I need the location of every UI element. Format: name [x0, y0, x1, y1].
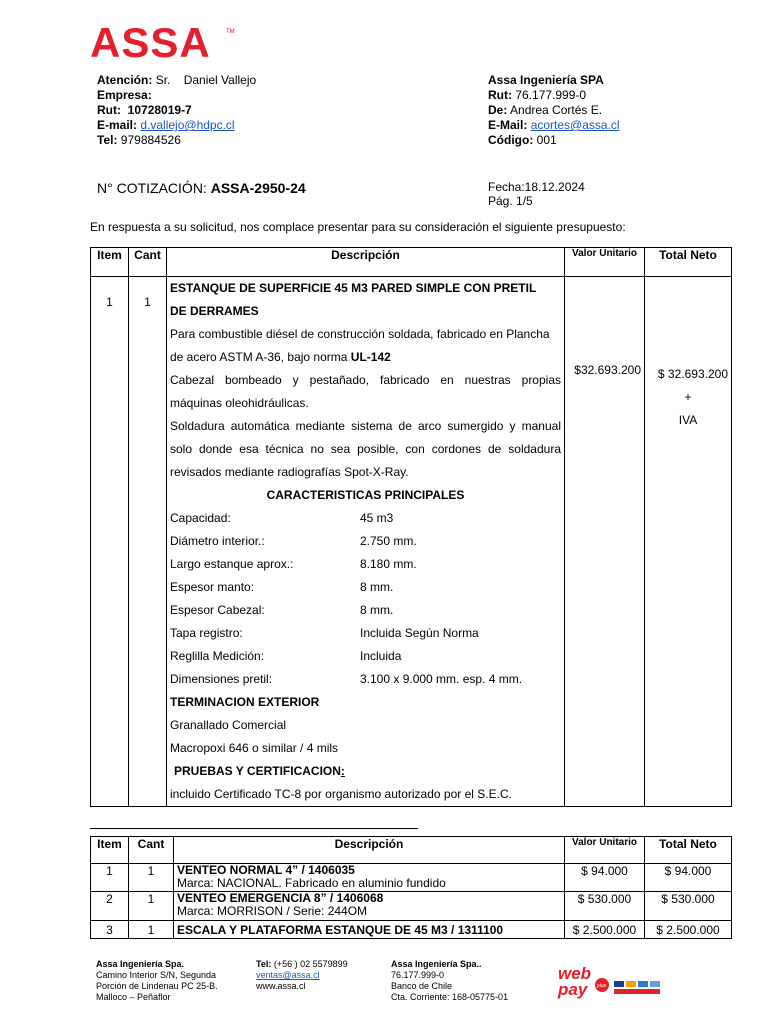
atencion-value: Sr. Daniel Vallejo [155, 73, 257, 87]
trademark-mark: TM [226, 29, 235, 35]
webpay-pay-text: pay [558, 980, 588, 999]
spec-row [170, 599, 561, 622]
spec-label: Dimensiones pretil: [170, 672, 273, 686]
footer-bank [391, 959, 508, 1003]
pruebas-title-text: PRUEBAS Y CERTIFICACION [174, 764, 341, 778]
main-item-cant: 1 [129, 277, 167, 807]
spec-row [170, 645, 561, 668]
desc-p1b-bold: UL-142 [350, 350, 391, 364]
assa-logo: ASSA [90, 19, 211, 66]
terminacion-1: Granallado Comercial [170, 718, 287, 732]
desc-p1a: Para combustible diésel de construcción soldada, fabricado en Plancha [170, 327, 550, 341]
quote-label: N° COTIZACIÓN: [97, 180, 207, 196]
table-row [91, 892, 732, 921]
footer-company: Assa Ingeniería Spa. [96, 959, 185, 969]
header-valor: Valor Unitario [565, 837, 645, 864]
desc-p2a: Cabezal bombeado y pestañado, fabricado en nuestras propias [170, 373, 561, 387]
table-row [91, 921, 732, 939]
row-description [174, 864, 565, 892]
quote-number-value: ASSA-2950-24 [210, 180, 306, 196]
terminacion-2: Macropoxi 646 o similar / 4 mils [170, 741, 339, 755]
row-valor: $ 94.000 [565, 864, 645, 892]
footer-contact [256, 959, 348, 992]
webpay-logo-graphic [556, 963, 686, 999]
redcompra-bar [614, 989, 660, 994]
header-valor: Valor Unitario [565, 248, 645, 277]
atencion-label: Atención: [97, 73, 153, 87]
spec-row [170, 530, 561, 553]
footer-bank-company: Assa Ingeniería Spa.. [391, 959, 482, 969]
header-item: Item [91, 248, 129, 277]
main-item-description [167, 277, 565, 807]
rut-label: Rut: [97, 103, 121, 117]
de-label: De: [488, 103, 508, 117]
separator-line [90, 828, 418, 829]
table-row [91, 864, 732, 892]
main-quote-table [90, 247, 732, 807]
client-info [97, 73, 256, 148]
pruebas-title [170, 760, 561, 783]
header-cant: Cant [129, 837, 174, 864]
tel-label: Tel: [97, 133, 118, 147]
footer-address-2: Porción de Lindenau PC 25-B. [96, 981, 218, 991]
row-total: $ 2.500.000 [645, 921, 732, 939]
footer-tel-label: Tel: [256, 959, 272, 969]
footer-bank-name: Banco de Chile [391, 981, 453, 991]
header-cant: Cant [129, 248, 167, 277]
codigo-label: Código: [488, 133, 534, 147]
row-cant: 1 [129, 921, 174, 939]
row-sub: Marca: MORRISON / Serie: 244OM [177, 904, 368, 918]
row-total: $ 94.000 [645, 864, 732, 892]
client-email-link[interactable]: d.vallejo@hdpc.cl [140, 118, 235, 132]
row-total: $ 530.000 [645, 892, 732, 921]
webpay-logo [556, 963, 686, 999]
footer-address-1: Camino Interior S/N, Segunda [96, 970, 217, 980]
footer-bank-account: Cta. Corriente: 168-05775-01 [391, 992, 509, 1002]
row-description [174, 892, 565, 921]
spec-label: Diámetro interior.: [170, 534, 265, 548]
spec-label: Capacidad: [170, 511, 231, 525]
header-total: Total Neto [645, 248, 732, 277]
header-descripcion: Descripción [174, 837, 565, 864]
spec-row [170, 553, 561, 576]
main-item-number: 1 [91, 277, 129, 807]
company-info [488, 73, 620, 148]
row-cant: 1 [129, 864, 174, 892]
spec-row [170, 576, 561, 599]
desc-p1b-text: de acero ASTM A-36, bajo norma [170, 350, 348, 364]
row-valor: $ 530.000 [565, 892, 645, 921]
main-item-plus: + [684, 390, 692, 404]
spec-label: Espesor Cabezal: [170, 603, 265, 617]
desc-p2b: máquinas oleohidráulicas. [170, 396, 309, 410]
footer-web-link[interactable]: www.assa.cl [256, 981, 306, 991]
pruebas-1: incluido Certificado TC-8 por organismo autorizado por el S.E.C. [170, 787, 512, 801]
spec-value: 8 mm. [360, 580, 394, 594]
header-descripcion: Descripción [167, 248, 565, 277]
row-cant: 1 [129, 892, 174, 921]
company-rut-label: Rut: [488, 88, 512, 102]
footer-tel-value: (+56 ) 02 5579899 [273, 959, 348, 969]
caract-title: CARACTERISTICAS PRINCIPALES [266, 488, 465, 502]
main-item-valor: $32.693.200 [565, 277, 645, 807]
main-item-total: $ 32.693.200 [657, 367, 728, 381]
desc-p1b [170, 346, 561, 369]
main-item-total-cell [645, 277, 732, 807]
pruebas-colon: : [340, 764, 345, 778]
terminacion-title: TERMINACION EXTERIOR [170, 695, 320, 709]
tel-value: 979884526 [120, 133, 181, 147]
card-icon [638, 981, 648, 987]
company-email-link[interactable]: acortes@assa.cl [530, 118, 620, 132]
spec-label: Tapa registro: [170, 626, 243, 640]
header-item: Item [91, 837, 129, 864]
header-total: Total Neto [645, 837, 732, 864]
spec-value: 3.100 x 9.000 mm. esp. 4 mm. [360, 672, 523, 686]
spec-value: 2.750 mm. [360, 534, 417, 548]
card-icon [614, 981, 624, 987]
desc-p3b: solo donde esa técnica no sea posible, con cordones de soldadura [170, 442, 561, 456]
webpay-plus-text: plus [597, 983, 607, 989]
company-name: Assa Ingeniería SPA [488, 73, 604, 87]
row-item: 1 [91, 864, 129, 892]
footer-address-3: Malloco – Peñaflor [96, 992, 171, 1002]
footer-address [96, 959, 218, 1003]
footer-bank-rut: 76.177.999-0 [391, 970, 445, 980]
spec-value: Incluida [360, 649, 402, 663]
spec-value: 45 m3 [360, 511, 394, 525]
spec-row [170, 622, 561, 645]
row-title: VENTEO EMERGENCIA 8” / 1406068 [177, 891, 384, 905]
spec-label: Largo estanque aprox.: [170, 557, 294, 571]
footer-email-link[interactable]: ventas@assa.cl [256, 970, 320, 980]
spec-label: Reglilla Medición: [170, 649, 265, 663]
card-icon [650, 981, 660, 987]
company-email-label: E-Mail: [488, 118, 528, 132]
email-label: E-mail: [97, 118, 138, 132]
page-number: Pág. 1/5 [488, 194, 533, 208]
spec-value: 8.180 mm. [360, 557, 417, 571]
row-title: VENTEO NORMAL 4” / 1406035 [177, 863, 355, 877]
row-sub: Marca: NACIONAL. Fabricado en aluminio fundido [177, 876, 446, 890]
de-value: Andrea Cortés E. [510, 103, 603, 117]
accessories-table [90, 836, 732, 939]
spec-row [170, 668, 561, 691]
spec-row [170, 507, 561, 530]
intro-text: En respuesta a su solicitud, nos complace presentar para su consideración el siguiente presupuesto: [90, 220, 626, 234]
spec-label: Espesor manto: [170, 580, 255, 594]
company-rut-value: 76.177.999-0 [515, 88, 587, 102]
rut-value: 10728019-7 [127, 103, 192, 117]
row-valor: $ 2.500.000 [565, 921, 645, 939]
main-item-iva: IVA [678, 413, 698, 427]
quote-date-block [488, 180, 585, 208]
desc-p3c: revisados mediante radiografías Spot-X-Ray. [170, 465, 409, 479]
quote-number [97, 180, 306, 196]
spec-value: 8 mm. [360, 603, 394, 617]
row-item: 2 [91, 892, 129, 921]
webpay-web-text: web [558, 964, 592, 983]
codigo-value: 001 [536, 133, 557, 147]
row-item: 3 [91, 921, 129, 939]
desc-title-2: DE DERRAMES [170, 304, 259, 318]
row-title: ESCALA Y PLATAFORMA ESTANQUE DE 45 M3 / 1311100 [174, 921, 565, 939]
desc-title-1: ESTANQUE DE SUPERFICIE 45 M3 PARED SIMPLE CON PRETIL [170, 281, 537, 295]
card-icon [626, 981, 636, 987]
empresa-label: Empresa: [97, 88, 152, 102]
desc-p3a: Soldadura automática mediante sistema de arco sumergido y manual [170, 419, 561, 433]
quote-date: Fecha:18.12.2024 [488, 180, 585, 194]
spec-value: Incluida Según Norma [360, 626, 479, 640]
